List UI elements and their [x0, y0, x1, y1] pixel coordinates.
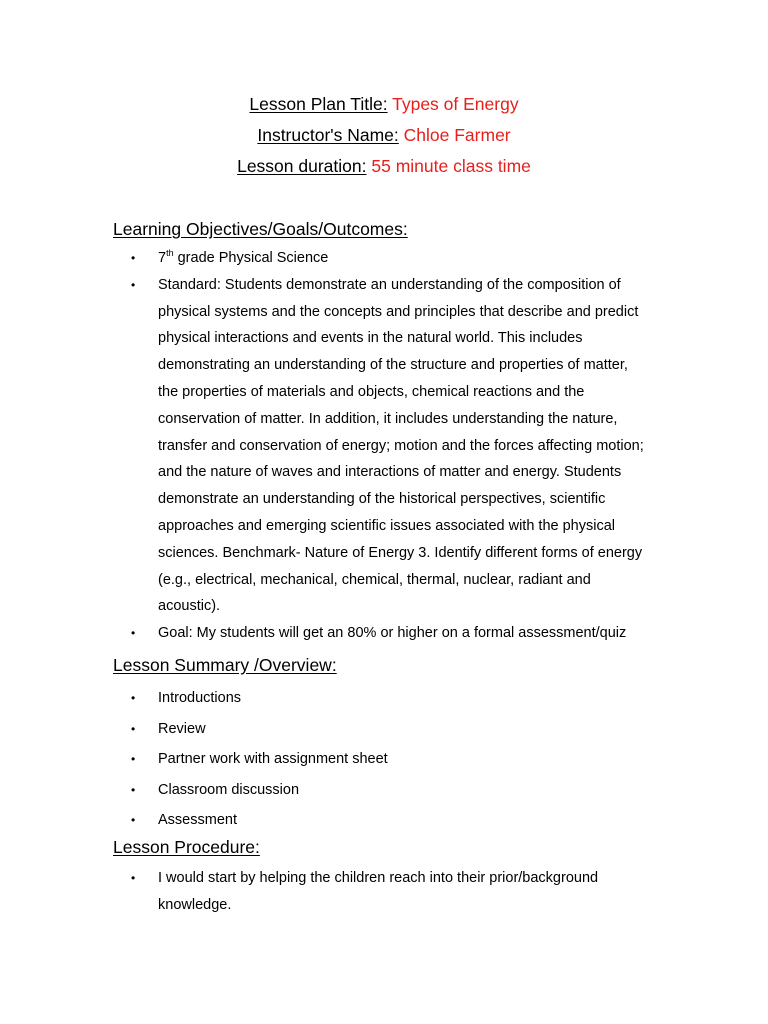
- list-item: [0, 775, 648, 806]
- list-item: [0, 744, 648, 775]
- duration-label: Lesson duration:: [237, 156, 367, 176]
- list-item: [0, 245, 648, 272]
- lesson-title-value: Types of Energy: [392, 94, 519, 114]
- lesson-title-label: Lesson Plan Title:: [249, 94, 388, 114]
- bullet-icon: •: [131, 691, 136, 705]
- procedure-heading: Lesson Procedure:: [113, 837, 260, 857]
- summary-item-text: Partner work with assignment sheet: [158, 751, 388, 767]
- objectives-heading: Learning Objectives/Goals/Outcomes:: [113, 219, 408, 239]
- list-item: [0, 805, 648, 836]
- instructor-label: Instructor's Name:: [257, 125, 399, 145]
- summary-item-text: Classroom discussion: [158, 781, 300, 798]
- bullet-icon: •: [131, 251, 136, 265]
- bullet-icon: •: [131, 626, 136, 641]
- bullet-icon: •: [131, 782, 136, 797]
- list-item: [0, 620, 648, 647]
- grade-suffix: th: [166, 248, 174, 258]
- bullet-icon: •: [131, 721, 136, 736]
- lesson-title-line: [0, 93, 768, 115]
- list-item: [0, 714, 648, 745]
- bullet-icon: •: [131, 752, 136, 766]
- procedure-list: [0, 865, 768, 919]
- duration-value: 55 minute class time: [371, 156, 531, 176]
- list-item: [0, 683, 648, 714]
- summary-item-text: Assessment: [158, 812, 237, 828]
- instructor-value: Chloe Farmer: [403, 125, 511, 145]
- summary-list: [0, 683, 768, 836]
- summary-item-text: Review: [158, 720, 206, 737]
- goal-text: Goal: My students will get an 80% or higher on a formal assessment/quiz: [158, 625, 627, 642]
- list-item: [0, 865, 648, 919]
- standard-text: Standard: Students demonstrate an understanding of the composition of physical systems and the concepts and principles that describe and predict physical interactions and events in the natural world. This includes demonstrating an understanding of the structure and properties of matter, the properties of materials and objects, chemical reactions and the conservation of matter. In addition, it includes understanding the nature, transfer and conservation of energy; motion and the forces affecting motion; and the nature of waves and interactions of matter and energy. Students demonstrate an understanding of the historical perspectives, scientific approaches and emerging scientific issues associated with the physical sciences. Benchmark- Nature of Energy 3. Identify different forms of energy (e.g., electrical, mechanical, chemical, thermal, nuclear, radiant and acoustic).: [158, 276, 644, 615]
- list-item: [0, 272, 648, 620]
- bullet-icon: •: [131, 813, 136, 827]
- bullet-icon: •: [131, 277, 136, 292]
- duration-line: [0, 155, 768, 177]
- objectives-list: [0, 245, 768, 647]
- procedure-item-text: I would start by helping the children reach into their prior/background knowledge.: [158, 870, 599, 913]
- summary-heading: Lesson Summary /Overview:: [113, 655, 337, 675]
- bullet-icon: •: [131, 871, 136, 885]
- instructor-line: [0, 124, 768, 146]
- grade-rest: grade Physical Science: [173, 250, 329, 266]
- summary-item-text: Introductions: [158, 690, 242, 706]
- grade-number: 7: [158, 250, 167, 266]
